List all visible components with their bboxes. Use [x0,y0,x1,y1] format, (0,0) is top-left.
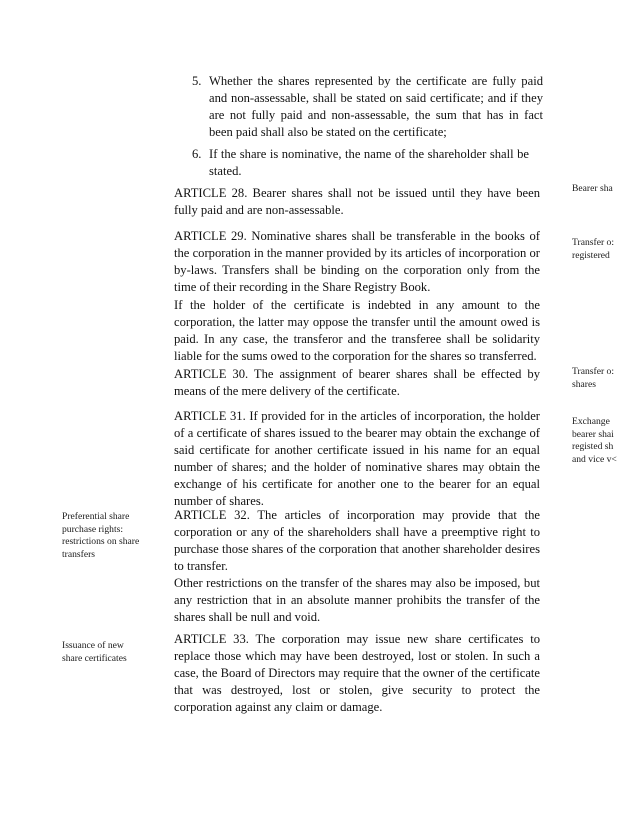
margin-note-new-certificates: Issuance of new share certificates [62,640,127,664]
list-number: 5. [192,74,202,88]
list-text: If the share is nominative, the name of the shareholder shall be stated. [209,147,529,178]
margin-note-transfer-registered: Transfer o: registered [572,237,615,261]
article-31: ARTICLE 31. If provided for in the articles of incorporation, the holder of a certificate of shares issued to the bearer may obtain the exchange of said certificate for another certificate issued in his name for an equal number of shares; and the holder of nominative shares may obtain the exchange of his certificate for another one to the bearer for an equal number of shares. [174,409,540,508]
list-number: 6. [192,147,202,161]
article-28: ARTICLE 28. Bearer shares shall not be issued until they have been fully paid and are non-assessable. [174,186,540,217]
article-32: ARTICLE 32. The articles of incorporation may provide that the corporation or any of the shareholders shall have a preemptive right to purchase those shares of the corporation that another shareholder desires to transfer. [174,508,540,573]
article-30: ARTICLE 30. The assignment of bearer shares shall be effected by means of the mere delivery of the certificate. [174,367,540,398]
margin-note-preferential-rights: Preferential share purchase rights: restrictions on share transfers [62,511,140,560]
article-32-paragraph-2: Other restrictions on the transfer of the shares may also be imposed, but any restriction that in an absolute manner prohibits the transfer of the shares shall be null and void. [174,576,540,624]
list-text: Whether the shares represented by the certificate are fully paid and non-assessable, shall be stated on said certificate; and if they are not fully paid and non-assessable, the sum that has in fact been paid shall also be stated on the certificate; [209,74,543,139]
margin-note-bearer-shares: Bearer sha [572,183,613,194]
article-29-paragraph-2: If the holder of the certificate is indebted in any amount to the corporation, the latter may oppose the transfer until the amount owed is paid. In any case, the transferor and the transferee shall be solidarity liable for the sums owed to the corporation for the shares so transferred. [174,298,540,363]
margin-note-transfer-shares: Transfer o: shares [572,366,615,390]
article-29: ARTICLE 29. Nominative shares shall be transferable in the books of the corporation in the manner provided by its articles of incorporation or by-laws. Transfers shall be binding on the corporation only from the time of their recording in the Share Registry Book. [174,229,540,294]
margin-note-exchange: Exchange bearer shai registed sh and vice v< [572,416,617,465]
article-33: ARTICLE 33. The corporation may issue new share certificates to replace those which may have been destroyed, lost or stolen. In such a case, the Board of Directors may require that the owner of the certificate that was destroyed, lost or stolen, give security to protect the corporation against any claim or damage. [174,632,540,714]
